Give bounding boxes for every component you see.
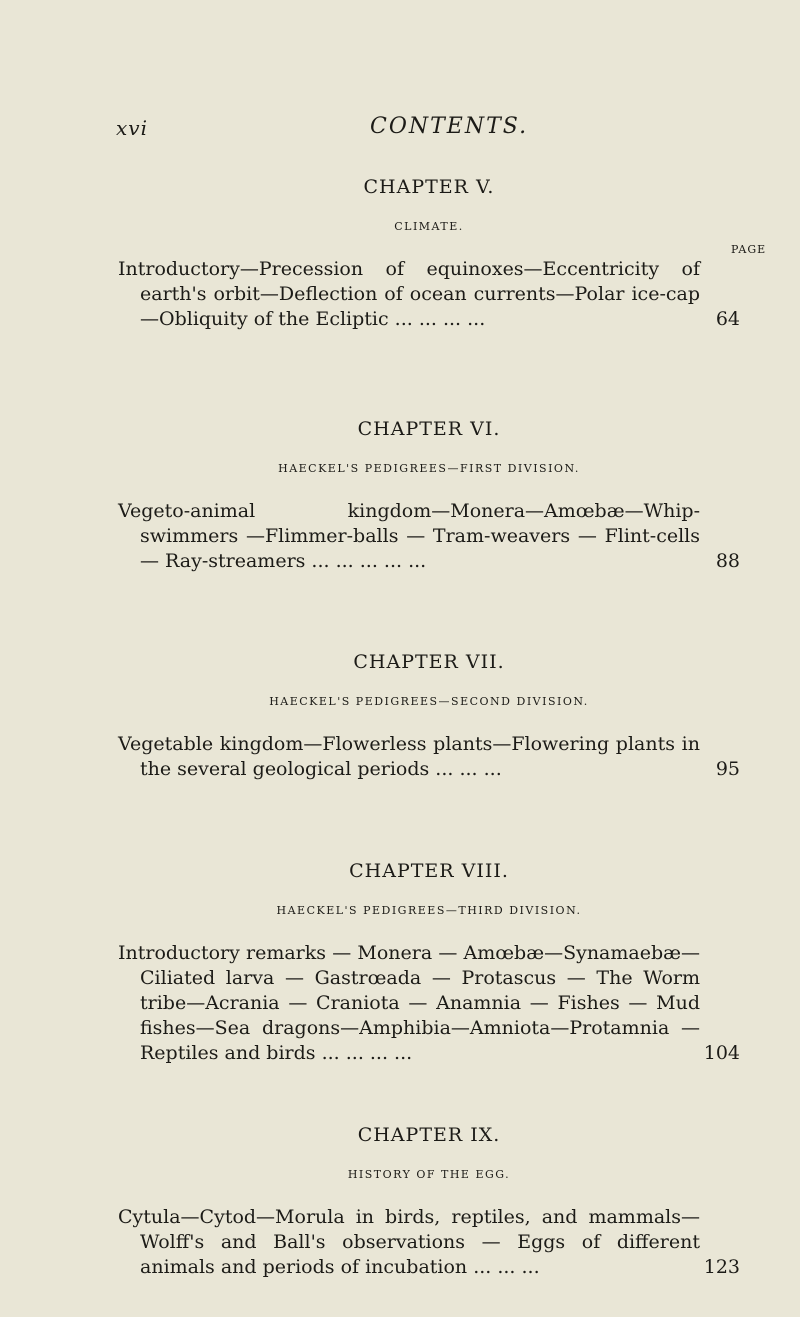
chapter-viii <box>118 860 740 1066</box>
chapter-title: CHAPTER VI. <box>357 418 501 440</box>
running-head <box>116 116 736 146</box>
entry-text: Vegeto-animal kingdom—Monera—Amœbæ—Whip-swimmers —Flimmer-balls — Tram-weavers — Flint-cells — Ray-streamers ... ... ... ... ... <box>118 500 700 572</box>
contents-entry <box>118 499 740 574</box>
page-column-label: PAGE <box>731 243 767 256</box>
chapter-subtitle: HAECKEL'S PEDIGREES—THIRD DIVISION. <box>276 904 582 917</box>
chapter-ix <box>118 1124 740 1280</box>
chapter-vii <box>118 651 740 782</box>
chapter-title: CHAPTER V. <box>363 176 495 198</box>
running-title: CONTENTS. <box>370 114 529 139</box>
entry-text: Vegetable kingdom—Flowerless plants—Flowering plants in the several geological periods ... ... ... <box>118 733 700 780</box>
entry-text: Introductory remarks — Monera — Amœbæ—Synamaebæ—Ciliated larva — Gastrœada — Protascus — The Worm tribe—Acrania — Craniota — Anamnia — Fishes — Mud fishes—Sea dragons—Amphibia—Amniota—Protamnia —Reptiles and birds ... ... ... ... <box>118 942 700 1064</box>
entry-page-number: 104 <box>703 1042 740 1064</box>
contents-entry <box>118 1205 740 1280</box>
chapter-subtitle: HISTORY OF THE EGG. <box>347 1168 511 1181</box>
contents-entry <box>118 941 740 1066</box>
entry-page-number: 123 <box>703 1256 740 1278</box>
entry-page-number: 64 <box>715 308 740 330</box>
entry-text: Cytula—Cytod—Morula in birds, reptiles, and mammals—Wolff's and Ball's observations — Eggs of different animals and periods of incubation ... ... ... <box>118 1206 700 1278</box>
chapter-vi <box>118 418 740 574</box>
entry-page-number: 88 <box>715 550 740 572</box>
contents-entry <box>118 257 740 332</box>
chapter-v <box>118 176 740 332</box>
entry-page-number: 95 <box>715 758 740 780</box>
page-folio: xvi <box>116 116 148 140</box>
chapter-title: CHAPTER VIII. <box>349 860 509 882</box>
chapter-subtitle: HAECKEL'S PEDIGREES—FIRST DIVISION. <box>278 462 580 475</box>
contents-entry <box>118 732 740 782</box>
chapter-subtitle: CLIMATE. <box>394 220 464 233</box>
chapter-title: CHAPTER VII. <box>353 651 505 673</box>
chapter-title: CHAPTER IX. <box>357 1124 501 1146</box>
chapter-subtitle: HAECKEL'S PEDIGREES—SECOND DIVISION. <box>269 695 589 708</box>
entry-text: Introductory—Precession of equinoxes—Eccentricity of earth's orbit—Deflection of ocean currents—Polar ice-cap—Obliquity of the Ecliptic ... ... ... ... <box>118 258 700 330</box>
